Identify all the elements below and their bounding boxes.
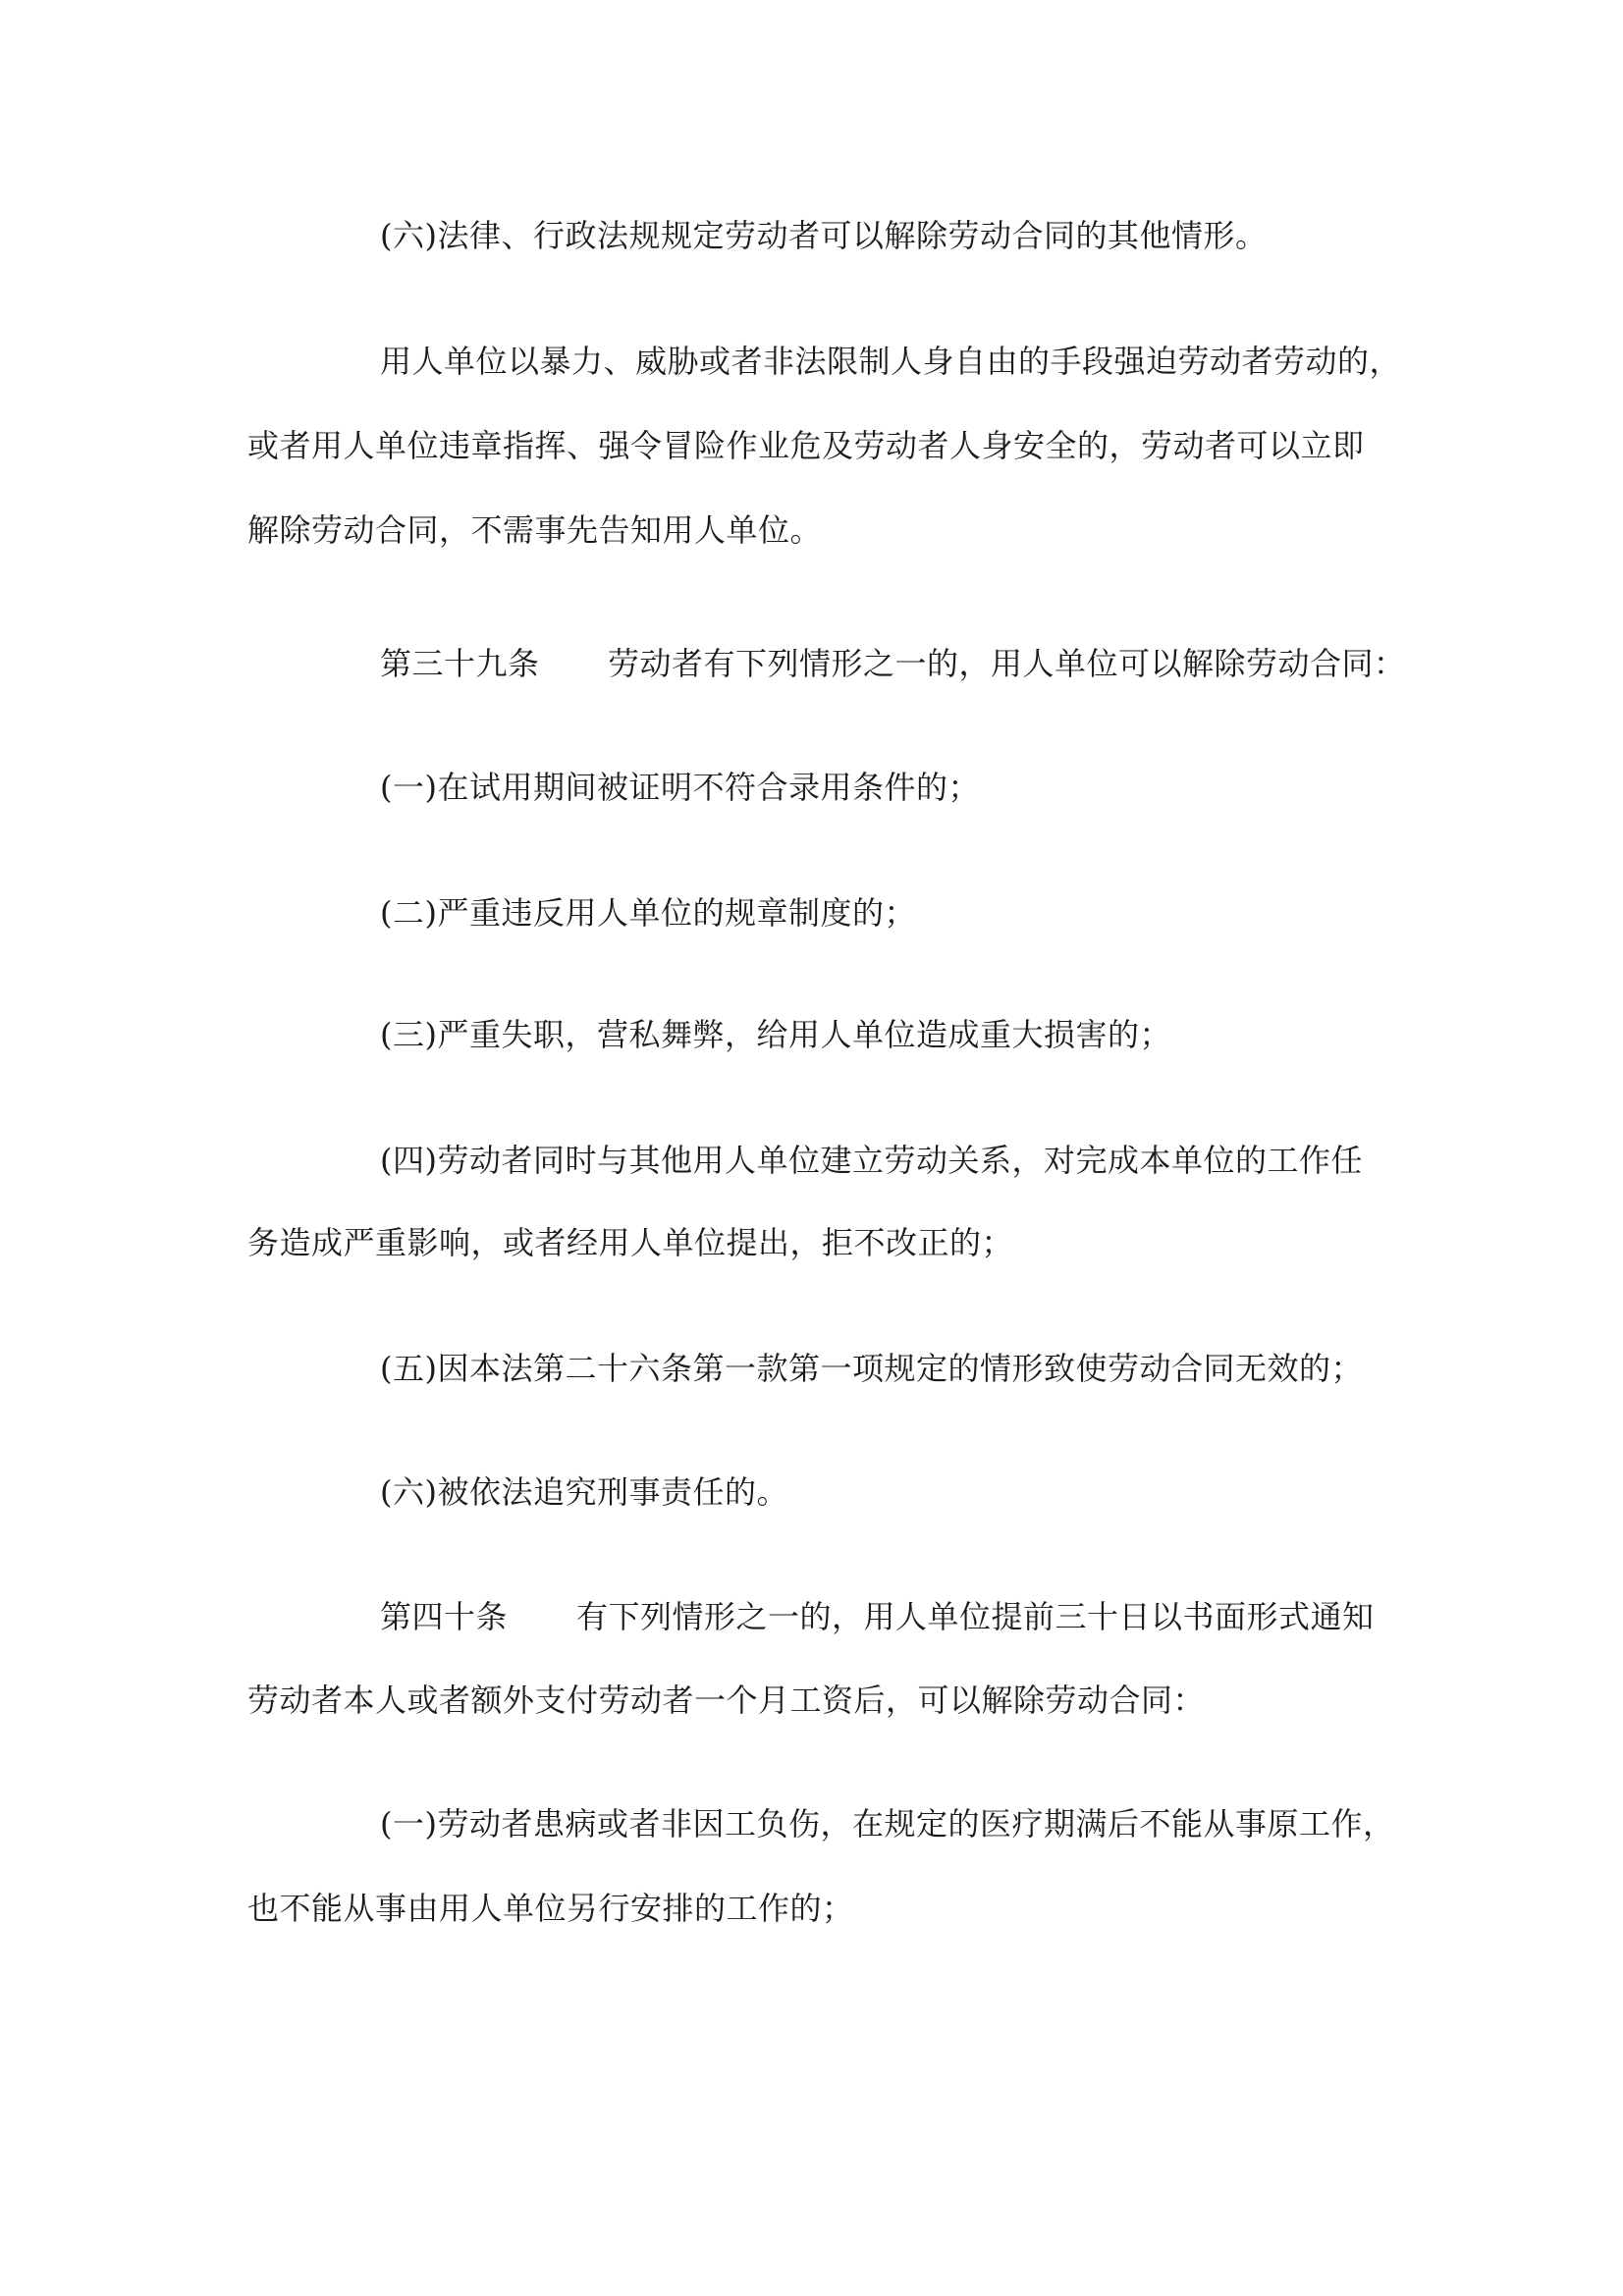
article-39-label: 第三十九条	[380, 645, 540, 682]
article-40-text: 有下列情形之一的，用人单位提前三十日以书面形式通知	[576, 1598, 1375, 1635]
list-item: (二)严重违反用人单位的规章制度的；	[380, 894, 916, 932]
article-40-heading	[380, 1597, 1375, 1636]
article-39-text: 劳动者有下列情形之一的，用人单位可以解除劳动合同：	[608, 645, 1406, 682]
list-item: (一)在试用期间被证明不符合录用条件的；	[380, 769, 980, 806]
article-40-label: 第四十条	[380, 1598, 509, 1635]
list-item-continuation: 也不能从事由用人单位另行安排的工作的；	[247, 1890, 854, 1927]
list-item: (三)严重失职，营私舞弊，给用人单位造成重大损害的；	[380, 1016, 1171, 1053]
paragraph-line: 解除劳动合同，不需事先告知用人单位。	[247, 511, 823, 549]
paragraph-line: 或者用人单位违章指挥、强令冒险作业危及劳动者人身安全的，劳动者可以立即	[247, 427, 1365, 464]
list-item: (六)被依法追究刑事责任的。	[380, 1473, 788, 1511]
paragraph-line: 劳动者本人或者额外支付劳动者一个月工资后，可以解除劳动合同：	[247, 1682, 1206, 1719]
list-item-continuation: 务造成严重影响，或者经用人单位提出，拒不改正的；	[247, 1224, 1014, 1261]
list-item: (五)因本法第二十六条第一款第一项规定的情形致使劳动合同无效的；	[380, 1350, 1363, 1387]
paragraph-line: (六)法律、行政法规规定劳动者可以解除劳动合同的其他情形。	[380, 217, 1268, 254]
paragraph-line: 用人单位以暴力、威胁或者非法限制人身自由的手段强迫劳动者劳动的，	[380, 343, 1402, 380]
list-item: (一)劳动者患病或者非因工负伤，在规定的医疗期满后不能从事原工作，	[380, 1805, 1395, 1842]
article-39-heading	[380, 644, 1406, 683]
list-item: (四)劳动者同时与其他用人单位建立劳动关系，对完成本单位的工作任	[380, 1142, 1363, 1179]
